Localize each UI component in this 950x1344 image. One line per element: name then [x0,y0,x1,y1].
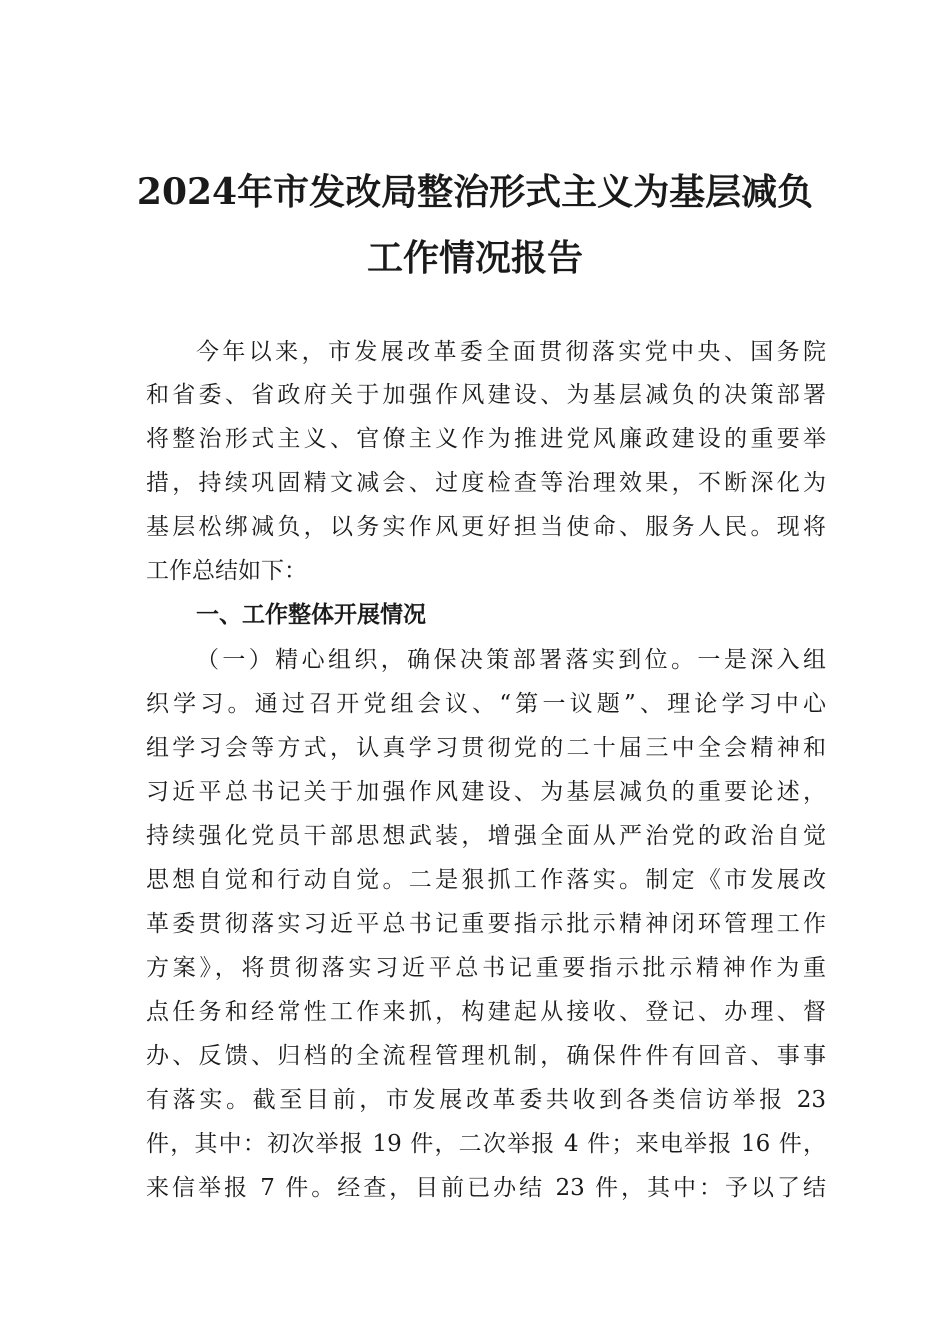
intro-paragraph-line: 今年以来，市发展改革委全面贯彻落实党中央、国务院 [196,339,826,365]
section-paragraph-line: 办、反馈、归档的全流程管理机制，确保件件有回音、事事 [146,1043,826,1069]
section-paragraph-line: 来信举报 7 件。经查，目前已办结 23 件，其中：予以了结 [146,1175,826,1201]
intro-paragraph-line: 工作总结如下： [146,558,307,584]
section-paragraph-line: 组学习会等方式，认真学习贯彻党的二十届三中全会精神和 [146,735,826,761]
section-paragraph-line: 持续强化党员干部思想武装，增强全面从严治党的政治自觉 [146,823,826,849]
section-paragraph-line: 织学习。通过召开党组会议、“第一议题”、理论学习中心 [146,691,826,717]
document-title-line-1: 2024年市发改局整治形式主义为基层减负 [136,171,814,213]
intro-paragraph-line: 基层松绑减负，以务实作风更好担当使命、服务人民。现将 [146,514,826,540]
intro-paragraph-line: 措，持续巩固精文减会、过度检查等治理效果，不断深化为 [146,470,826,496]
document-title-line-2: 工作情况报告 [366,237,583,279]
section-paragraph-line: 件，其中：初次举报 19 件，二次举报 4 件；来电举报 16 件， [146,1131,826,1157]
section-paragraph-line: 革委贯彻落实习近平总书记重要指示批示精神闭环管理工作 [146,911,826,937]
section-paragraph-line: 习近平总书记关于加强作风建设、为基层减负的重要论述， [146,779,826,805]
intro-paragraph-line: 和省委、省政府关于加强作风建设、为基层减负的决策部署 [146,382,826,408]
section-paragraph-line: 思想自觉和行动自觉。二是狠抓工作落实。制定《市发展改 [146,867,826,893]
section-paragraph-line: 有落实。截至目前，市发展改革委共收到各类信访举报 23 [146,1087,826,1113]
section-paragraph-line: 点任务和经常性工作来抓，构建起从接收、登记、办理、督 [146,999,826,1025]
intro-paragraph-line: 将整治形式主义、官僚主义作为推进党风廉政建设的重要举 [146,426,826,452]
section-heading: 一、工作整体开展情况 [196,602,426,628]
section-paragraph-line: 方案》，将贯彻落实习近平总书记重要指示批示精神作为重 [146,955,826,981]
section-paragraph-line: （一）精心组织，确保决策部署落实到位。一是深入组 [196,647,826,673]
